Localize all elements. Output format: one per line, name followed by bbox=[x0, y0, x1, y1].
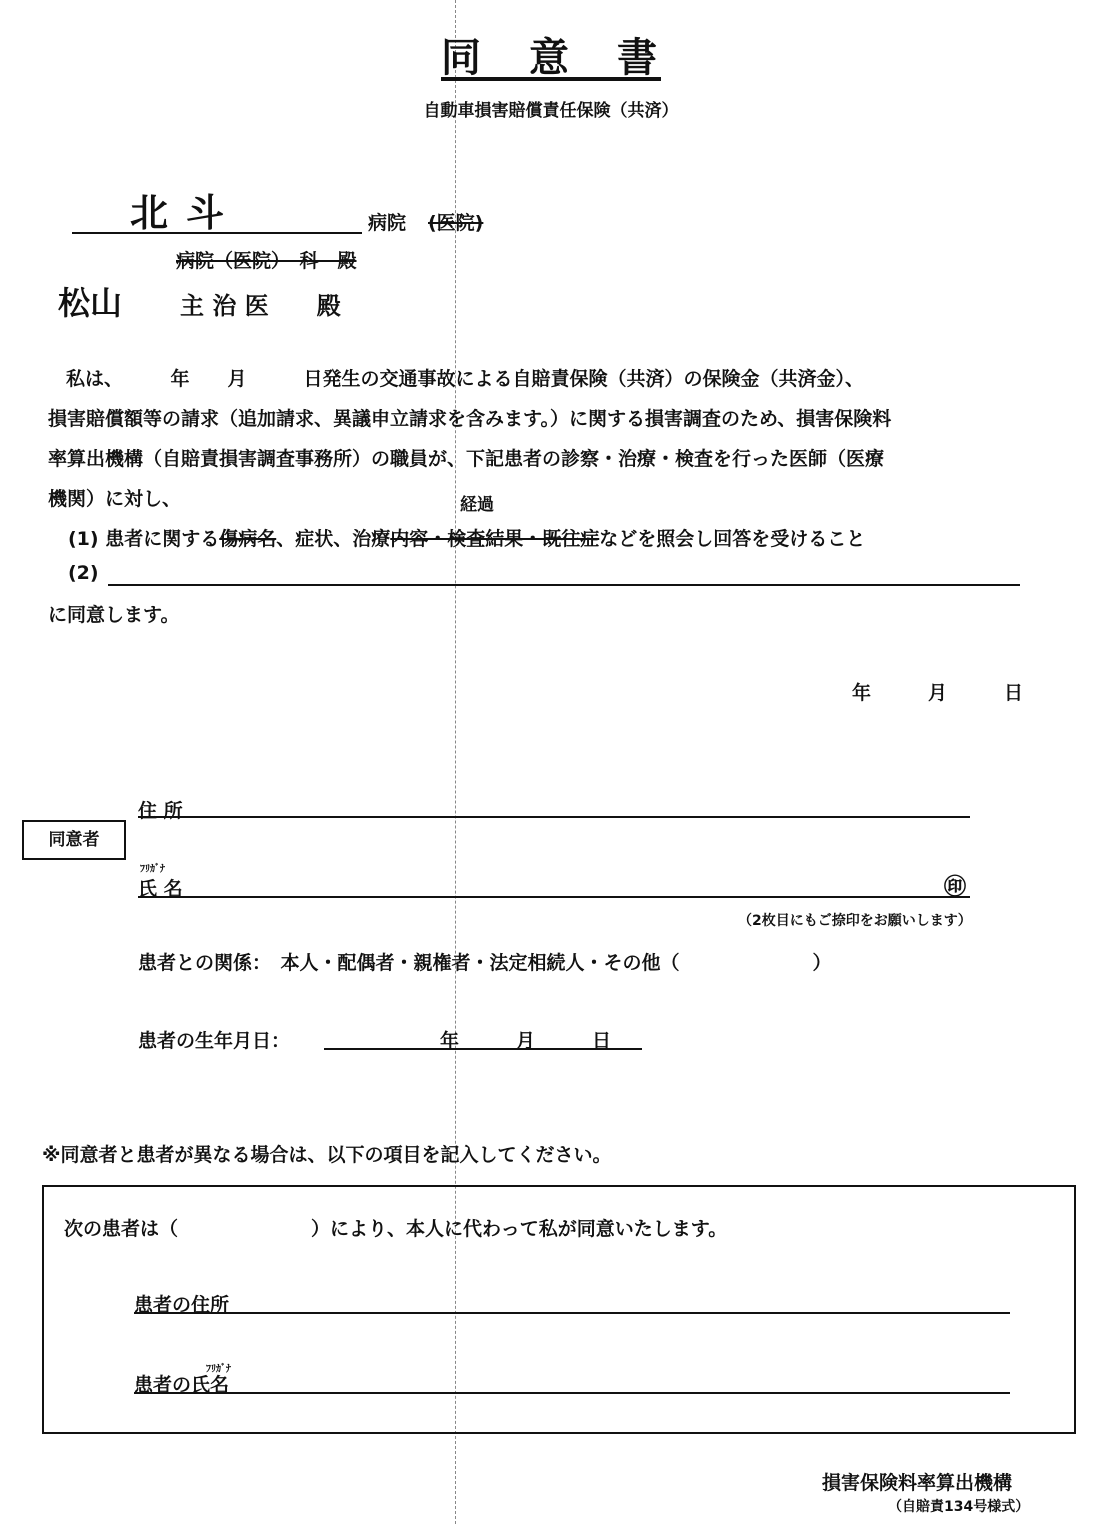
address-label: 住 所 bbox=[138, 800, 183, 822]
hospital-suffix: 病院 bbox=[368, 212, 407, 234]
proxy-notice: ※同意者と患者が異なる場合は、以下の項目を記入してください。 bbox=[42, 1144, 612, 1166]
consent-statement: に同意します。 bbox=[48, 604, 180, 626]
paragraph-line-4: 機関）に対し、 bbox=[48, 488, 182, 510]
signing-date: 年 月 日 bbox=[852, 682, 1024, 704]
hospital-alt-struck: (医院) bbox=[428, 212, 484, 234]
item1-handwritten-annotation: 経過 bbox=[460, 495, 494, 515]
consenter-box-label: 同意者 bbox=[22, 820, 126, 860]
item1-struck-a: 傷病名 bbox=[219, 528, 277, 550]
issuer-name: 損害保険料率算出機構 bbox=[822, 1472, 1013, 1494]
birthdate-label: 患者の生年月日： bbox=[138, 1030, 291, 1052]
birthdate-fields: 年 月 日 bbox=[440, 1030, 612, 1052]
item2-line bbox=[108, 584, 1020, 586]
item1-prefix: (1) 患者に関する bbox=[68, 528, 220, 550]
form-number: （自賠責134号様式） bbox=[888, 1499, 1030, 1515]
name-furigana: ﾌﾘｶﾞﾅ bbox=[140, 864, 165, 875]
patient-address-label: 患者の住所 bbox=[134, 1294, 230, 1316]
paragraph-line-1: 私は、 年 月 日発生の交通事故による自賠責保険（共済）の保険金（共済金）、 bbox=[66, 368, 865, 390]
patient-name-label: 患者の氏名 bbox=[134, 1374, 230, 1396]
patient-name-furigana: ﾌﾘｶﾞﾅ bbox=[206, 1364, 231, 1375]
name-label: 氏 名 bbox=[138, 878, 183, 900]
patient-name-line[interactable] bbox=[134, 1392, 1010, 1394]
item1-struck-b: 内容・検査結果・既往症 bbox=[390, 528, 600, 550]
seal-mark: ㊞ bbox=[944, 875, 967, 900]
hospital-name-handwritten: 北斗 bbox=[130, 190, 243, 235]
relation-line: 患者との関係： 本人・配偶者・親権者・法定相続人・その他（ ） bbox=[138, 952, 832, 974]
name-line[interactable] bbox=[138, 896, 970, 898]
department-struck: 病院（医院） 科 殿 bbox=[176, 250, 357, 272]
seal-note: （2枚目にもご捺印をお願いします） bbox=[738, 913, 972, 929]
patient-address-line[interactable] bbox=[134, 1312, 1010, 1314]
item2-label: (2) bbox=[68, 562, 99, 584]
doctor-name-handwritten: 松山 bbox=[58, 284, 123, 322]
proxy-statement: 次の患者は（ ）により、本人に代わって私が同意いたします。 bbox=[64, 1218, 728, 1240]
paragraph-line-2: 損害賠償額等の請求（追加請求、異議申立請求を含みます。）に関する損害調査のため、損害保険料 bbox=[48, 408, 892, 430]
item1-line bbox=[68, 524, 865, 551]
item1-mid: 、症状、治療 bbox=[276, 528, 391, 550]
address-line[interactable] bbox=[138, 816, 970, 818]
hospital-name-line bbox=[72, 232, 362, 234]
paragraph-line-3: 率算出機構（自賠責損害調査事務所）の職員が、下記患者の診察・治療・検査を行った医師（医療 bbox=[48, 448, 885, 470]
birthdate-line[interactable] bbox=[324, 1048, 642, 1050]
doctor-label: 主 治 医 殿 bbox=[180, 292, 341, 320]
document-subtitle: 自動車損害賠償責任保険（共済） bbox=[423, 101, 679, 121]
document-title: 同 意 書 bbox=[441, 35, 661, 81]
item1-suffix: などを照会し回答を受けること bbox=[599, 528, 866, 550]
